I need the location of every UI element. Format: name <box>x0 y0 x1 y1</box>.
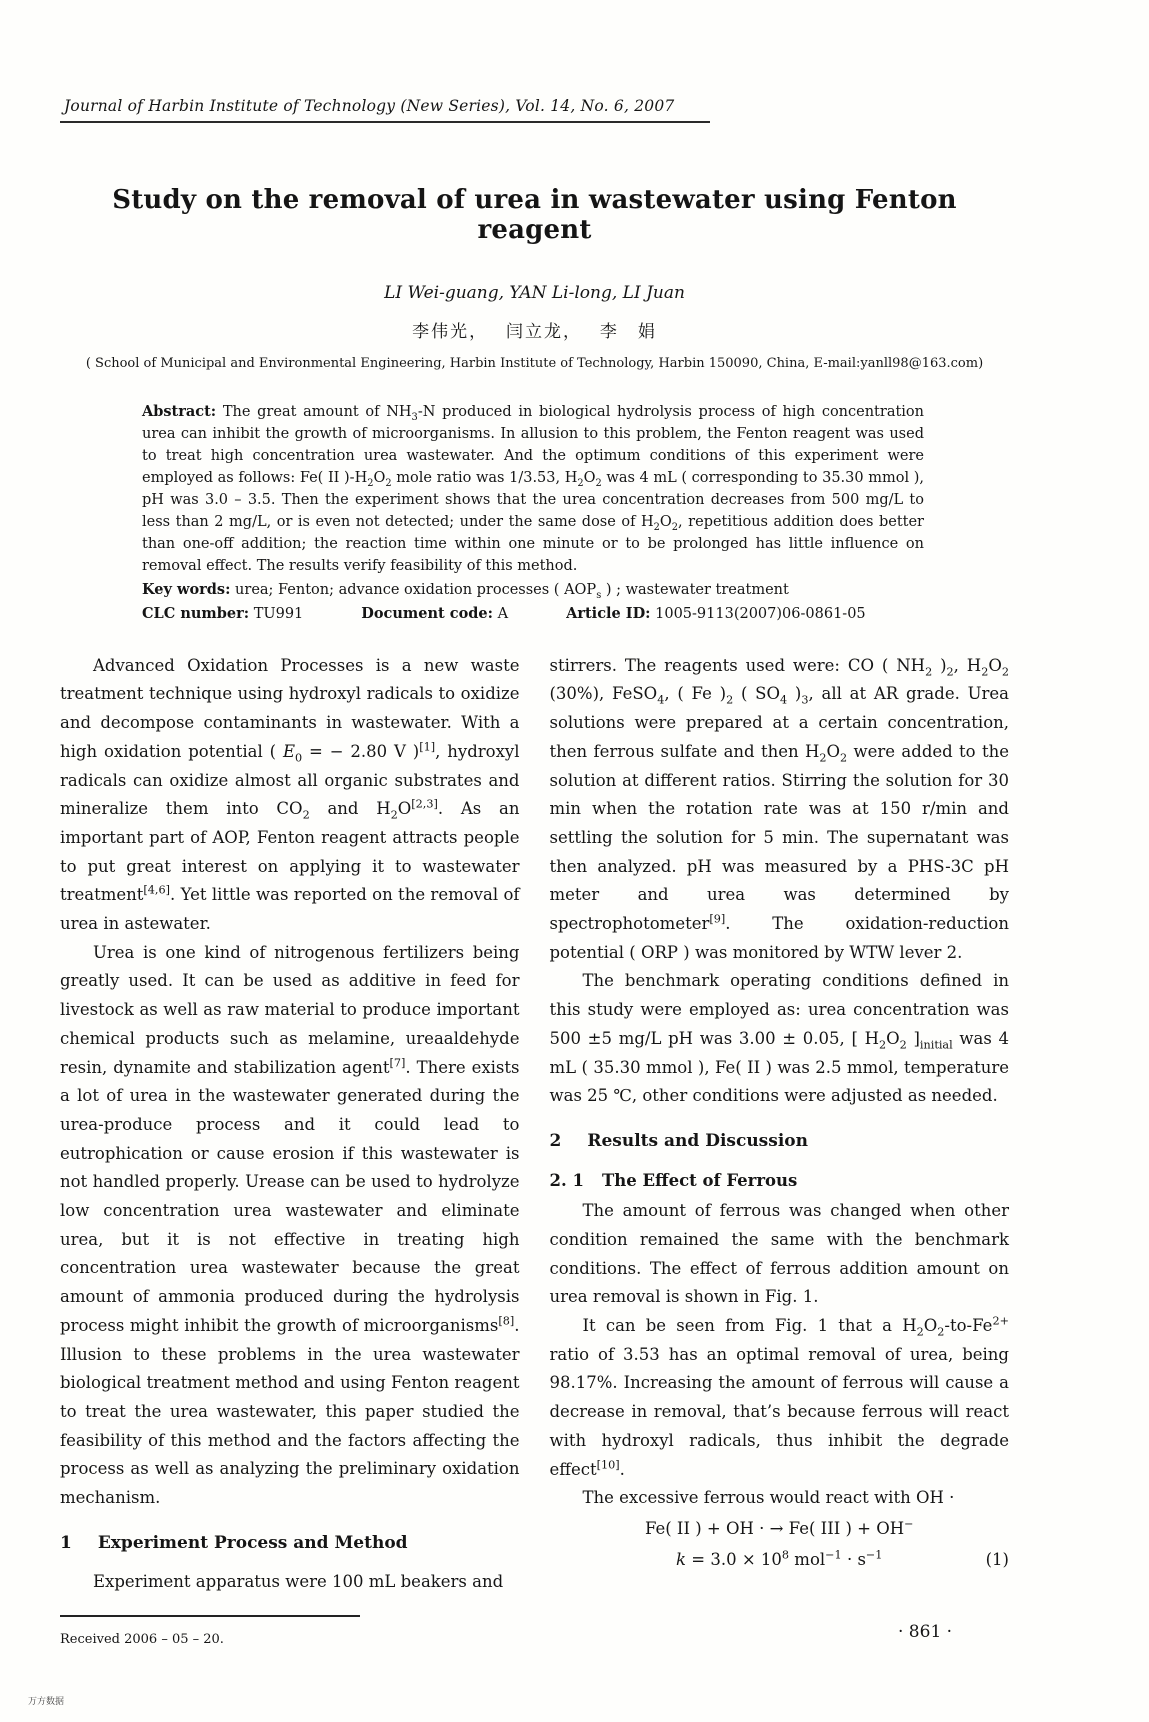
page-title: Study on the removal of urea in wastewater using Fenton reagent <box>112 185 957 245</box>
keywords-label: Key words: <box>142 581 231 599</box>
equation-line-1: Fe( II ) + OH · → Fe( III ) + OH− <box>644 1517 914 1538</box>
right-column <box>550 652 1010 1652</box>
keywords-line <box>142 579 924 601</box>
watermark-text: 万方数据 <box>28 1697 65 1707</box>
abstract-text: The great amount of $NH_3-N$ produced in biological hydrolysis process of high concentration urea can inhibit the growth of microorganisms. In allusion to this problem, the Fenton reagent was used to treat high concentration urea wastewater. And the optimum conditions of this experiment were employed as follows: Fe( II )$-H_2O_2$ mole ratio was 1/3.53, $H_2O_2$ was 4 mL ( corresponding to 35.30 mmol ), pH was 3.0 – 3.5. Then the experiment shows that the urea concentration decreases from 500 mg/L to less than 2 mg/L, or is even not detected; under the same dose of $H_2O_2$, repetitious addition does better than one-off addition; the reaction time within one minute or to be prolonged has little influence on removal effect. The results verify feasibility of this method. <box>142 404 924 575</box>
paragraph: It can be seen from Fig. 1 that a $H_2O_2-to-Fe^{2+}$ ratio of 3.53 has an optimal removal of urea, being 98.17%. Increasing the amount of ferrous will cause a decrease in removal, that’s because ferrous will react with hydroxyl radicals, thus inhibit the degrade effect[10]. <box>549 1314 1009 1479</box>
footnote-rule <box>60 1615 360 1617</box>
subsection-heading-2-1: 2. 1 The Effect of Ferrous <box>549 1170 798 1190</box>
received-date: Received 2006 – 05 – 20. <box>60 1632 224 1648</box>
equation-number: (1) <box>985 1549 1009 1569</box>
document-code: Document code: A <box>361 604 509 622</box>
abstract-block <box>142 401 924 577</box>
clc-number: CLC number: TU991 <box>142 604 304 622</box>
paragraph: Advanced Oxidation Processes is a new waste treatment technique using hydroxyl radicals to oxidize and decompose contaminants in wastewater. With a high oxidation potential ( $E_0$ = − 2.80 V )[1], hydroxyl radicals can oxidize almost all organic substrates and mineralize them into $CO_2$ and $H_2O[2,3]$. As an important part of AOP, Fenton reagent attracts people to put great interest on applying it to wastewater treatment[4,6]. Yet little was reported on the removal of urea in astewater. <box>60 655 520 934</box>
paragraph: Urea is one kind of nitrogenous fertilizers being greatly used. It can be used as additive in feed for livestock as well as raw material to produce important chemical products such as melamine, ureaaldehyde resin, dynamite and stabilization agent[7]. There exists a lot of urea in the wastewater generated during the urea-produce process and it could lead to eutrophication or cause erosion if this wastewater is not handled properly. Urease can be used to hydrolyze low concentration urea wastewater and eliminate urea, but it is not effective in treating high concentration urea wastewater because the great amount of ammonia produced during the hydrolysis process might inhibit the growth of microorganisms[8]. Illusion to these problems in the urea wastewater biological treatment method and using Fenton reagent to treat the urea wastewater, this paper studied the feasibility of this method and the factors affecting the process as well as analyzing the preliminary oxidation mechanism. <box>60 942 520 1508</box>
left-column <box>60 652 520 1652</box>
article-meta-line <box>142 605 924 622</box>
page-number: · 861 · <box>898 1622 953 1642</box>
abstract-label: Abstract: <box>142 403 217 420</box>
section-heading-2: 2 Results and Discussion <box>549 1130 808 1151</box>
paragraph: The amount of ferrous was changed when other condition remained the same with the benchmark conditions. The effect of ferrous addition amount on urea removal is shown in Fig. 1. <box>549 1201 1009 1307</box>
paragraph: Experiment apparatus were 100 mL beakers and <box>93 1572 504 1592</box>
authors-chinese: 李伟光， 闫立龙， 李 娟 <box>412 322 657 342</box>
affiliation-line: ( School of Municipal and Environmental Engineering, Harbin Institute of Technology, Harbin 150090, China, E-mail:yanll98@163.com) <box>85 356 984 371</box>
journal-header: Journal of Harbin Institute of Technology (New Series), Vol. 14, No. 6, 2007 <box>60 97 710 123</box>
equation-line-2: $k = 3.0 \times 10^8$ $mol^{-1} \cdot s^{-1}$ (1) <box>550 1546 1010 1575</box>
section-heading-1: 1 Experiment Process and Method <box>60 1532 408 1553</box>
paragraph: The benchmark operating conditions defined in this study were employed as: urea concentration was 500 ±5 mg/L pH was 3.00 ± 0.05, [ $H_2O_2$ ]$_{initial}$ was 4 mL ( 35.30 mmol ), Fe( II ) was 2.5 mmol, temperature was 25 ℃, other conditions were adjusted as needed. <box>549 971 1010 1106</box>
authors-english: LI Wei-guang, YAN Li-long, LI Juan <box>384 283 685 303</box>
received-footnote <box>60 1615 520 1652</box>
body-columns <box>60 652 1009 1652</box>
keywords-text: urea; Fenton; advance oxidation processes ( $AOP_s$ ) ; wastewater treatment <box>230 582 789 602</box>
paragraph: stirrers. The reagents used were: CO ( $NH_2$ )$_2$, $H_2O_2$ (30%), FeSO$_4$, ( Fe )$_2$ ( $SO_4$ )$_3$, all at AR grade. Urea solutions were prepared at a certain concentration, then ferrous sulfate and then $H_2O_2$ were added to the solution at different ratios. Stirring the solution for 30 min when the rotation rate was at 150 r/min and settling the solution for 5 min. The supernatant was then analyzed. pH was measured by a PHS-3C pH meter and urea was determined by spectrophotometer[9]. The oxidation-reduction potential ( ORP ) was monitored by WTW lever 2. <box>549 655 1009 962</box>
paragraph: The excessive ferrous would react with OH · <box>582 1488 955 1508</box>
article-id: Article ID: 1005-9113(2007)06-0861-05 <box>566 604 866 622</box>
